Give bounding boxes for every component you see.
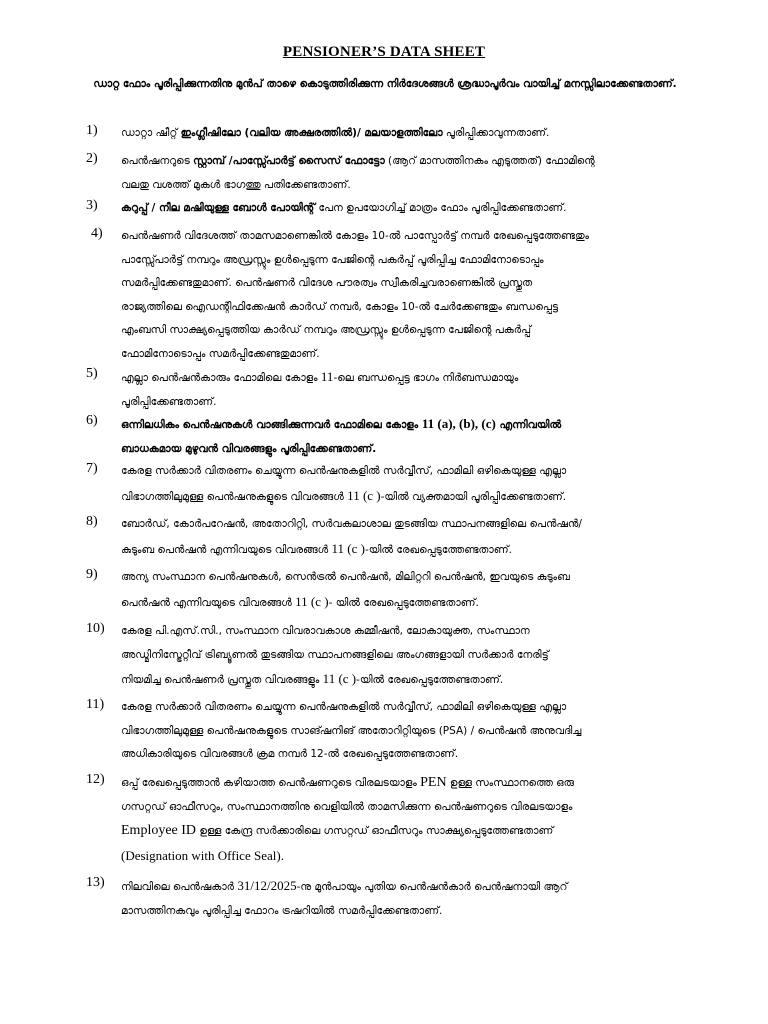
number-segment: 11 (c )	[347, 487, 381, 503]
item-text	[121, 225, 695, 366]
text-segment: - യിൽ രേഖപ്പെടുത്തേണ്ടതാണ്.	[328, 596, 479, 609]
item-text	[121, 122, 695, 146]
text-line: (Designation with Office Seal).	[121, 847, 284, 863]
text-segment: നിയമിച്ച പെൻഷണർ പ്രസ്തുത വിവരങ്ങളും	[121, 674, 323, 686]
item-number: 9)	[86, 567, 98, 582]
item-text	[121, 874, 695, 923]
text-line: എംബസി സാക്ഷ്യപ്പെടുത്തിയ കാർഡ് നമ്പറും അഡ്രസ്സും ഉൾപ്പെടുന്ന പേജിന്റെ പകർപ്പ്	[121, 324, 531, 336]
text-segment: എല്ലാ പെൻഷൻകാരും ഫോമിലെ കോളം	[121, 372, 321, 384]
item-number: 6)	[86, 413, 98, 428]
item-text	[121, 460, 695, 509]
item-number: 2)	[86, 151, 98, 166]
text-segment: -യിൽ വ്യക്തമായി പൂരിപ്പിക്കേണ്ടതാണ്.	[380, 490, 567, 503]
item-text	[121, 150, 695, 197]
bold-segment: സ്റ്റാമ്പ് /പാസ്സ്പോർട്ട് സൈസ് ഫോട്ടോ	[193, 155, 385, 167]
text-segment: ഡാറ്റാ ഷീറ്റ്	[121, 127, 181, 139]
bold-line: ബാധകമായ മുഴുവൻ വിവരങ്ങളും പൂരിപ്പിക്കേണ്ടതാണ്.	[121, 442, 377, 455]
number-segment: 11 (c )	[322, 671, 357, 686]
text-line: കേരള പി.എസ്.സി., സംസ്ഥാന വിവരാവകാശ കമ്മീഷൻ, ലോകായുക്ത, സംസ്ഥാന	[121, 625, 530, 637]
text-segment: നിലവിലെ പെൻഷകാർ	[121, 881, 238, 893]
text-segment: ഒപ്പ് രേഖപ്പെടുത്താൻ കഴിയാത്ത പെൻഷണറുടെ വിരലടയാളം	[121, 777, 421, 789]
number-segment: 11 (c )	[295, 593, 329, 609]
text-segment: -യിൽ രേഖപ്പെടുത്തേണ്ടതാണ്.	[364, 543, 512, 556]
page-title: PENSIONER’S DATA SHEET	[282, 44, 486, 60]
text-line: ഗസറ്റഡ് ഓഫീസറും, സംസ്ഥാനത്തിനു വെളിയിൽ താമസിക്കുന്ന പെൻഷണറുടെ വിരലടയാളം	[121, 800, 573, 813]
text-segment: പെൻഷനറുടെ	[121, 155, 194, 167]
item-text	[121, 197, 695, 221]
item-text	[121, 365, 695, 414]
item-number: 3)	[86, 198, 98, 213]
text-segment: ഉള്ള കേന്ദ്ര സർക്കാരിലെ ഗസറ്റഡ് ഓഫീസറും സാക്ഷ്യപ്പെടുത്തേണ്ടതാണ്	[196, 825, 554, 837]
item-text	[121, 412, 695, 461]
text-segment: പേന ഉപയോഗിച്ച് മാത്രം ഫോം പൂരിപ്പിക്കേണ്ടതാണ്.	[315, 202, 567, 214]
number-segment: 11	[320, 369, 334, 384]
item-number: 11)	[86, 697, 105, 712]
text-line: അന്യ സംസ്ഥാന പെൻഷനുകൾ, സെൻട്രൽ പെൻഷൻ, മിലിറ്ററി പെൻഷൻ, ഇവയുടെ കുടുംബ	[121, 571, 570, 583]
text-line: പൂരിപ്പിക്കേണ്ടതാണ്.	[121, 395, 217, 408]
text-segment: കുടുംബ പെൻഷൻ എന്നിവയുടെ വിവരങ്ങൾ	[121, 543, 332, 556]
bold-segment: എന്നിവയിൽ	[495, 419, 562, 431]
text-line: അഡ്മിനിസ്ട്രേറ്റീവ് ട്രിബ്യൂണൽ തുടങ്ങിയ സ്ഥാപനങ്ങളിലെ അംഗങ്ങളായി സർക്കാർ നേരിട്ട്	[121, 648, 549, 661]
item-text	[121, 620, 695, 693]
item-text	[121, 513, 695, 562]
date-segment: 31/12/2025	[237, 878, 297, 893]
text-line: കേരള സർക്കാർ വിതരണം ചെയ്യുന്ന പെൻഷനുകളിൽ സർവ്വീസ്, ഫാമിലി ഒഴികെയുള്ള എല്ലാ	[121, 701, 567, 713]
text-line: പാസ്സ്പോർട്ട് നമ്പറും അഡ്രസ്സും ഉൾപ്പെടുന്ന പേജിന്റെ പകർപ്പ് പൂരിപ്പിച്ച ഫോമിനോടൊപ്പം	[121, 253, 544, 266]
bold-segment: ഒന്നിലധികം പെൻഷനുകൾ വാങ്ങിക്കുന്നവർ ഫോമിലെ കോളം	[121, 419, 422, 431]
text-segment: വിഭാഗത്തിലുമുള്ള പെൻഷനുകളുടെ വിവരങ്ങൾ	[121, 490, 348, 503]
text-segment: ഉള്ള സംസ്ഥാനത്തെ ഒരു	[446, 777, 574, 789]
item-number: 8)	[86, 514, 98, 529]
text-segment: പെൻഷൻ എന്നിവയുടെ വിവരങ്ങൾ	[121, 596, 296, 609]
text-line: വലതു വശത്ത് മുകൾ ഭാഗത്തു പതിക്കേണ്ടതാണ്.	[121, 178, 351, 191]
item-number: 1)	[86, 123, 98, 138]
code-segment: PEN	[420, 775, 447, 790]
bold-number-segment: 11 (a), (b), (c)	[421, 416, 496, 431]
intro-instructions: ഡാറ്റ ഫോം പൂരിപ്പിക്കുന്നതിനു മുൻപ് താഴെ കൊടുത്തിരിക്കുന്ന നിർദേശങ്ങൾ ശ്രദ്ധാപൂർവം വായിച്ച് മനസ്സിലാക്കേണ്ടതാണ്.	[93, 78, 677, 90]
text-line: മാസത്തിനകവും പൂരിപ്പിച്ച ഫോറം ട്രഷറിയിൽ സമർപ്പിക്കേണ്ടതാണ്.	[121, 904, 443, 917]
item-number: 13)	[86, 875, 105, 890]
item-number: 10)	[86, 621, 105, 636]
text-line: വിഭാഗത്തിലുമുള്ള പെൻഷനുകളുടെ സാങ്ഷനിങ് അതോറിറ്റിയുടെ (PSA) / പെൻഷൻ അനുവദിച്ച	[121, 724, 582, 737]
item-number: 12)	[86, 772, 105, 787]
item-number: 4)	[91, 226, 103, 241]
item-text	[121, 566, 695, 615]
item-text	[121, 771, 695, 867]
bold-segment: ഇംഗ്ലീഷിലോ (വലിയ അക്ഷരത്തിൽ)/ മലയാളത്തിലോ	[180, 127, 443, 139]
text-line: പെൻഷണർ വിദേശത്ത് താമസമാണെങ്കിൽ കോളം 10-ൽ പാസ്പോർട്ട് നമ്പർ രേഖപ്പെടുത്തേണ്ടതും	[121, 230, 590, 242]
text-segment: -യിൽ രേഖപ്പെടുത്തേണ്ടതാണ്.	[356, 674, 504, 686]
item-number: 5)	[86, 366, 98, 381]
text-segment: (ആറ് മാസത്തിനകം എടുത്തത്) ഫോമിന്റെ	[384, 155, 595, 167]
text-segment: -ലെ ബന്ധപ്പെട്ട ഭാഗം നിർബന്ധമായും	[333, 372, 519, 384]
number-segment: 11 (c )	[331, 540, 365, 556]
text-line: രാജ്യത്തിലെ ഐഡന്റിഫിക്കേഷൻ കാർഡ് നമ്പർ, കോളം 10-ൽ ചേർക്കേണ്ടതും ബന്ധപ്പെട്ട	[121, 300, 559, 313]
text-line: സമർപ്പിക്കേണ്ടതുമാണ്. പെൻഷണർ വിദേശ പൗരത്വം സ്വീകരിച്ചവരാണെങ്കിൽ പ്രസ്തുത	[121, 277, 533, 289]
text-segment: -നു മുൻപായും പുതിയ പെൻഷൻകാർ പെൻഷനായി ആറ്	[296, 881, 568, 893]
text-line: അധികാരിയുടെ വിവരങ്ങൾ ക്രമ നമ്പർ 12-ൽ രേഖപ്പെടുത്തേണ്ടതാണ്.	[121, 748, 459, 760]
code-segment: Employee ID	[121, 823, 197, 838]
bold-segment: കറുപ്പ് / നീല മഷിയുള്ള ബോൾ പോയിന്റ്	[121, 202, 316, 214]
item-text	[121, 696, 695, 767]
text-line: ഫോമിനോടൊപ്പം സമർപ്പിക്കേണ്ടതുമാണ്.	[121, 347, 320, 360]
item-number: 7)	[86, 461, 98, 476]
text-line: ബോർഡ്, കോർപറേഷൻ, അതോറിറ്റി, സർവകലാശാല തുടങ്ങിയ സ്ഥാപനങ്ങളിലെ പെൻഷൻ/	[121, 518, 582, 530]
text-line: കേരള സർക്കാർ വിതരണം ചെയ്യുന്ന പെൻഷനുകളിൽ സർവ്വീസ്, ഫാമിലി ഒഴികെയുള്ള എല്ലാ	[121, 465, 567, 477]
text-segment: പൂരിപ്പിക്കാവുന്നതാണ്.	[442, 127, 550, 139]
